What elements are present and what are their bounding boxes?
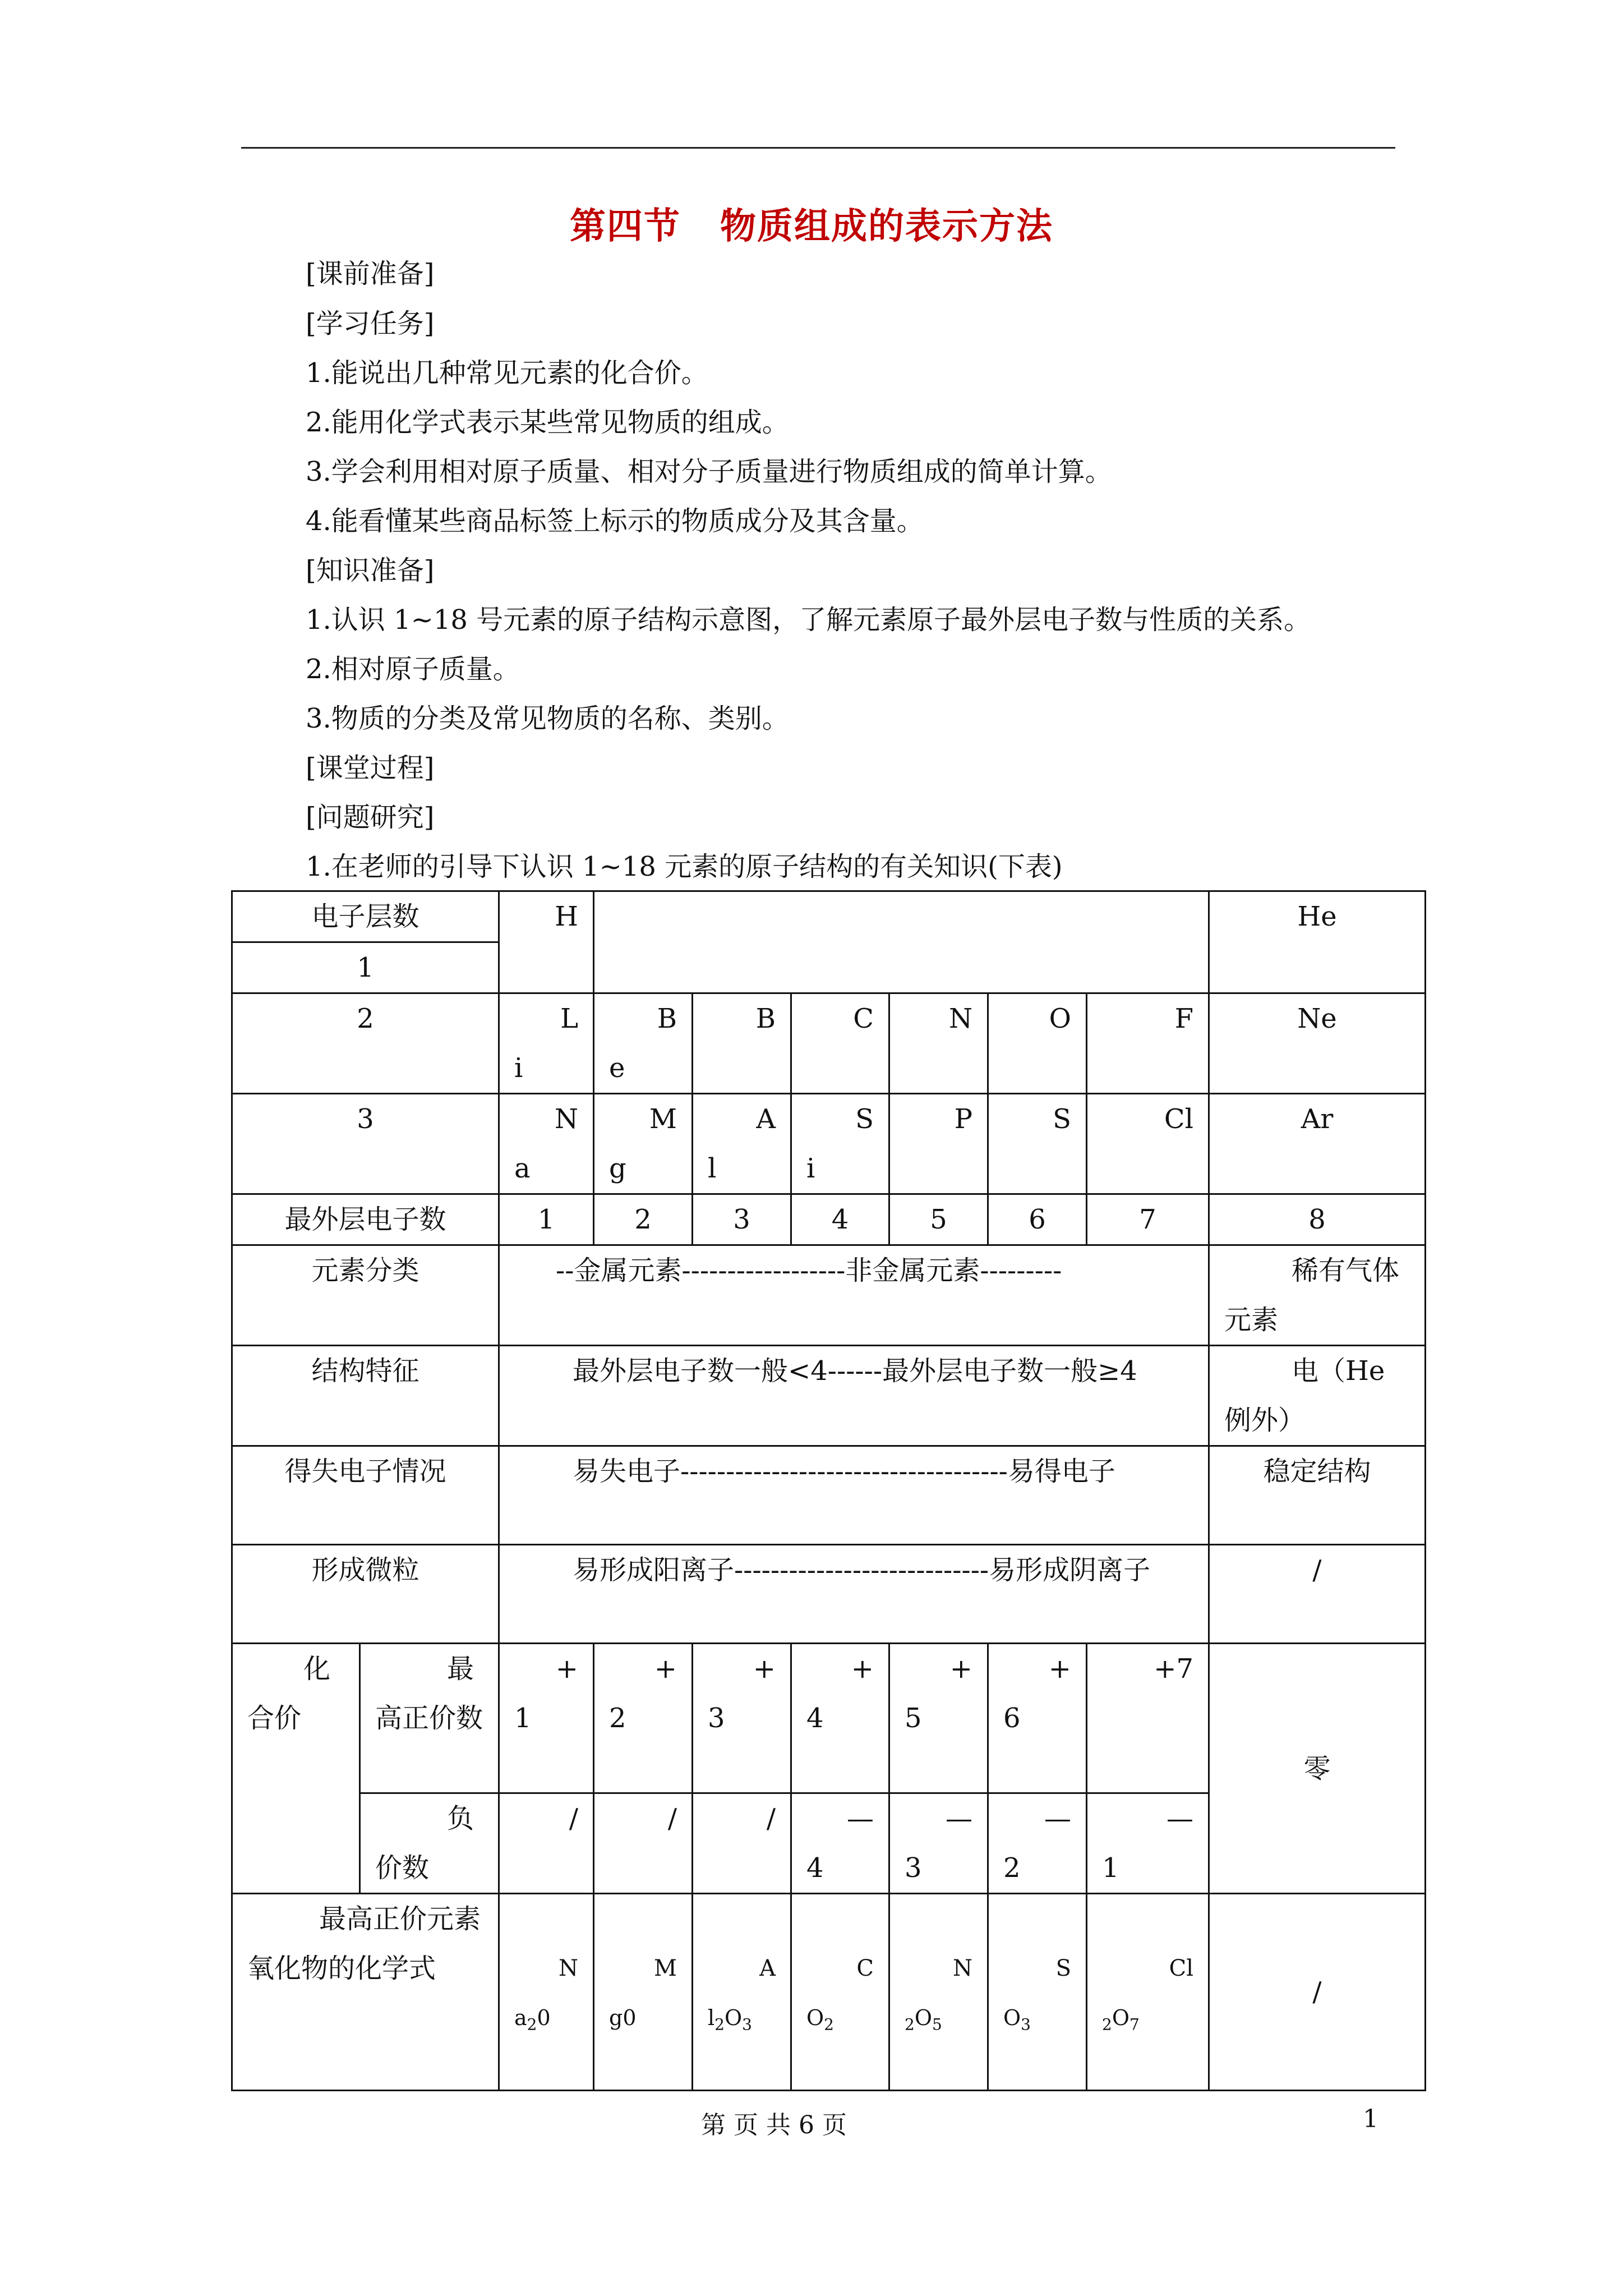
outer-electron-value: 1 (499, 1194, 594, 1245)
particle-noble: / (1209, 1545, 1426, 1644)
element-cell: Cl (1087, 1094, 1209, 1194)
negative-valence-cell: / (499, 1793, 594, 1894)
outer-electron-label: 最外层电子数 (232, 1194, 499, 1245)
valence-cell: + 5 (889, 1644, 988, 1793)
element-cell: P (889, 1094, 988, 1194)
outer-electron-value: 8 (1209, 1194, 1426, 1245)
element-structure-table (231, 890, 1426, 2091)
classification-text: --金属元素------------------非金属元素--------- (499, 1245, 1209, 1346)
classification-label: 元素分类 (232, 1245, 499, 1346)
section-heading: 物质组成的表示方法 (720, 205, 1053, 247)
negative-valence-cell: — 1 (1087, 1793, 1209, 1894)
text-line: 4.能看懂某些商品标签上标示的物质成分及其含量。 (306, 505, 924, 537)
negative-valence-label: 负 价数 (360, 1793, 499, 1894)
outer-electron-value: 6 (988, 1194, 1087, 1245)
oxide-formula-label: 最高正价元素氧化物的化学式 (232, 1894, 499, 2091)
header-rule (241, 147, 1395, 149)
layer-2: 2 (232, 993, 499, 1094)
classification-noble: 稀有气体元素 (1209, 1245, 1426, 1346)
outer-electron-value: 5 (889, 1194, 988, 1245)
electron-gain-loss-noble: 稳定结构 (1209, 1446, 1426, 1545)
layer-1: 1 (232, 942, 499, 993)
negative-valence-cell: — 2 (988, 1793, 1087, 1894)
element-cell: B (693, 993, 791, 1094)
negative-valence-cell: / (594, 1793, 693, 1894)
text-line: 1.认识 1~18 号元素的原子结构示意图，了解元素原子最外层电子数与性质的关系。 (306, 604, 1311, 636)
text-line: 3.物质的分类及常见物质的名称、类别。 (306, 703, 789, 734)
oxide-cell: N $_2O_5$ (889, 1894, 988, 2091)
text-line: 2.相对原子质量。 (306, 654, 520, 685)
layer-header: 电子层数 (232, 891, 499, 942)
text-line: [知识准备] (306, 555, 435, 586)
structure-noble: 电（He 例外） (1209, 1346, 1426, 1446)
element-cell: S (988, 1094, 1087, 1194)
element-cell: N (889, 993, 988, 1094)
element-cell: C (791, 993, 889, 1094)
oxide-cell: A $l_2O_3$ (693, 1894, 791, 2091)
structure-label: 结构特征 (232, 1346, 499, 1446)
valence-cell: + 1 (499, 1644, 594, 1793)
element-cell: A l (693, 1094, 791, 1194)
page-footer: 第 页 共 6 页 (701, 2111, 847, 2139)
element-ar: Ar (1209, 1094, 1426, 1194)
element-cell: L i (499, 993, 594, 1094)
text-line: [学习任务] (306, 308, 435, 339)
particle-text: 易形成阳离子----------------------------易形成阴离子 (499, 1545, 1209, 1644)
negative-valence-cell: / (693, 1793, 791, 1894)
text-line: 3.学会利用相对原子质量、相对分子质量进行物质组成的简单计算。 (306, 456, 1112, 487)
element-cell: B e (594, 993, 693, 1094)
valence-cell: + 3 (693, 1644, 791, 1793)
text-line: 1.能说出几种常见元素的化合价。 (306, 357, 708, 389)
oxide-cell: M g0 (594, 1894, 693, 2091)
section-title (0, 197, 1623, 249)
text-line: 2.能用化学式表示某些常见物质的组成。 (306, 407, 789, 438)
noble-valence-zero: 零 (1209, 1644, 1426, 1894)
oxide-cell: S $O_3$ (988, 1894, 1087, 2091)
text-line: [课前准备] (306, 258, 435, 289)
electron-gain-loss-text: 易失电子------------------------------------易得电子 (499, 1446, 1209, 1545)
negative-valence-cell: — 3 (889, 1793, 988, 1894)
valence-cell: + 2 (594, 1644, 693, 1793)
valence-cell: + 4 (791, 1644, 889, 1793)
outer-electron-value: 4 (791, 1194, 889, 1245)
valence-label: 化 合价 (232, 1644, 360, 1894)
element-cell: M g (594, 1094, 693, 1194)
oxide-cell: Cl $_2O_7$ (1087, 1894, 1209, 2091)
text-line: 1.在老师的引导下认识 1~18 元素的原子结构的有关知识(下表) (306, 851, 1063, 882)
outer-electron-value: 7 (1087, 1194, 1209, 1245)
layer-3: 3 (232, 1094, 499, 1194)
element-cell: N a (499, 1094, 594, 1194)
element-he: He (1209, 891, 1426, 993)
outer-electron-value: 2 (594, 1194, 693, 1245)
negative-valence-cell: — 4 (791, 1793, 889, 1894)
valence-cell: +7 (1087, 1644, 1209, 1793)
blank-cell (594, 891, 1209, 993)
oxide-noble: / (1209, 1894, 1426, 2091)
oxide-cell: N $a_20$ (499, 1894, 594, 2091)
max-valence-label: 最高正价数 (360, 1644, 499, 1793)
structure-text: 最外层电子数一般<4------最外层电子数一般≥4 (499, 1346, 1209, 1446)
element-h: H (499, 891, 594, 993)
outer-electron-value: 3 (693, 1194, 791, 1245)
text-line: [问题研究] (306, 802, 435, 833)
electron-gain-loss-label: 得失电子情况 (232, 1446, 499, 1545)
element-ne: Ne (1209, 993, 1426, 1094)
page-number: 1 (1363, 2105, 1378, 2133)
particle-label: 形成微粒 (232, 1545, 499, 1644)
section-number: 第四节 (570, 205, 681, 247)
valence-cell: + 6 (988, 1644, 1087, 1793)
oxide-cell: C $O_2$ (791, 1894, 889, 2091)
element-cell: F (1087, 993, 1209, 1094)
element-cell: S i (791, 1094, 889, 1194)
element-cell: O (988, 993, 1087, 1094)
text-line: [课堂过程] (306, 752, 435, 784)
